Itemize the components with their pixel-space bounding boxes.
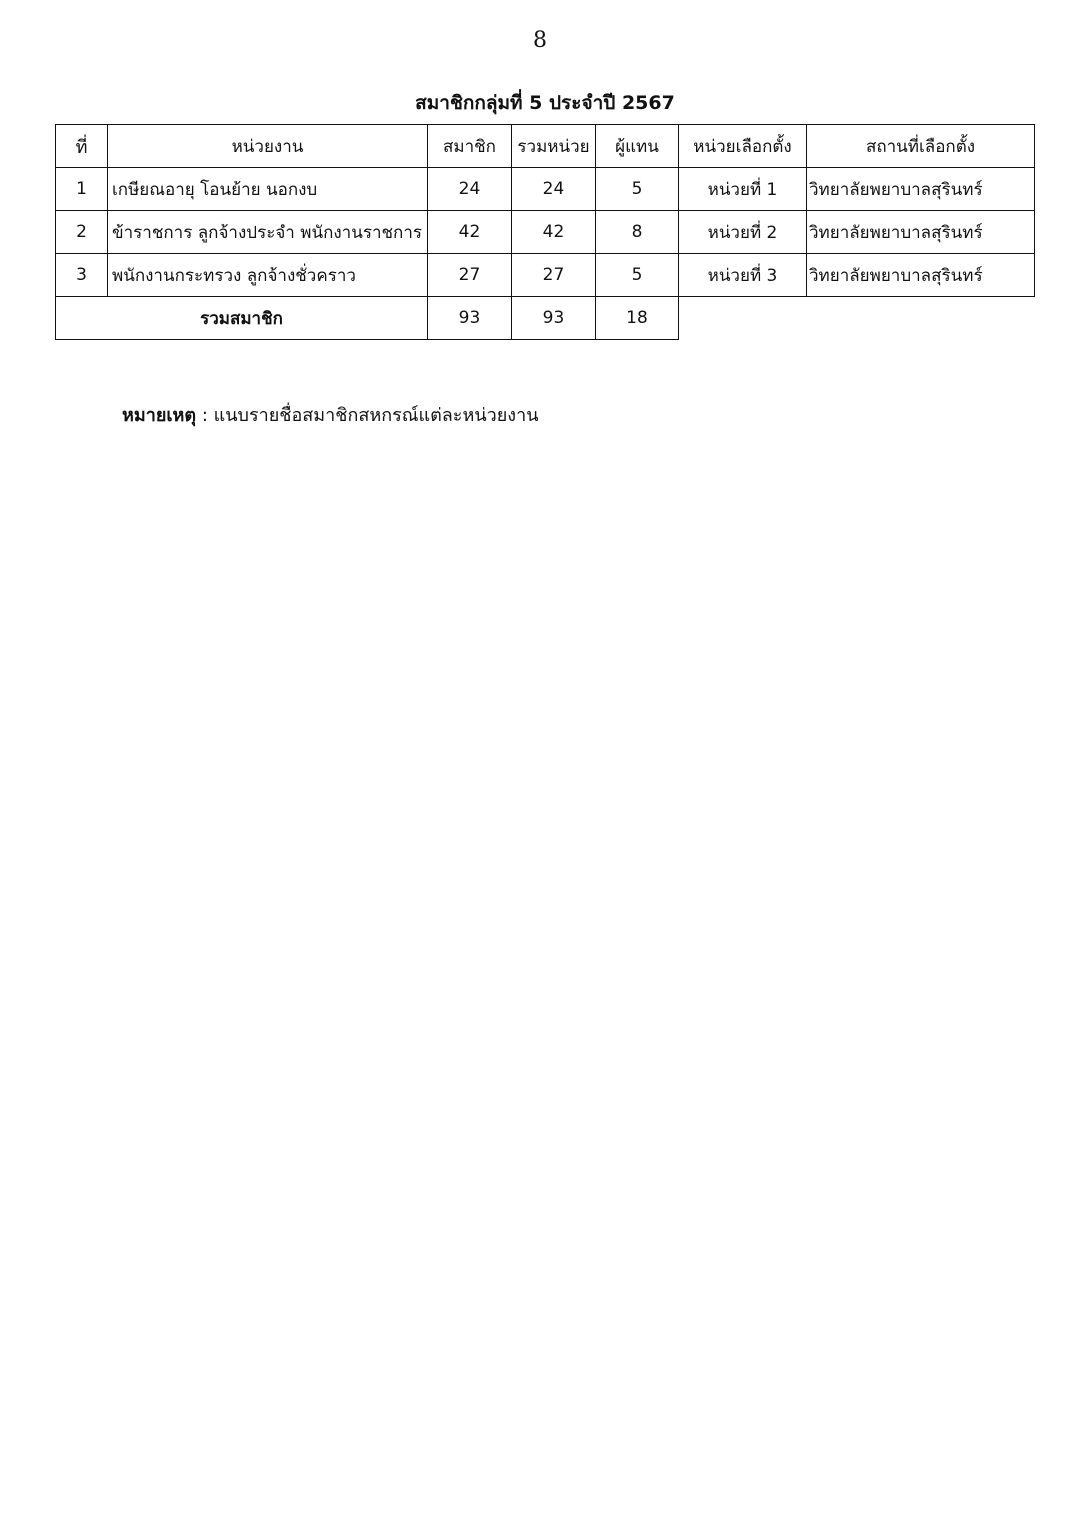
- row-election-place: วิทยาลัยพยาบาลสุรินทร์: [807, 254, 1035, 297]
- row-representatives: 5: [596, 168, 679, 211]
- total-label: รวมสมาชิก: [56, 297, 428, 340]
- row-no: 2: [56, 211, 108, 254]
- row-unit: ข้าราชการ ลูกจ้างประจำ พนักงานราชการ: [108, 211, 428, 254]
- note-label: หมายเหตุ: [122, 405, 197, 426]
- row-no: 1: [56, 168, 108, 211]
- header-unit: หน่วยงาน: [108, 125, 428, 168]
- row-election-unit: หน่วยที่ 3: [679, 254, 807, 297]
- table-row: [56, 211, 1035, 254]
- total-representatives: 18: [596, 297, 679, 340]
- header-members: สมาชิก: [428, 125, 512, 168]
- row-election-unit: หน่วยที่ 1: [679, 168, 807, 211]
- total-units: 93: [512, 297, 596, 340]
- row-members: 27: [428, 254, 512, 297]
- row-total-units: 27: [512, 254, 596, 297]
- members-table: [55, 124, 1035, 340]
- row-no: 3: [56, 254, 108, 297]
- row-election-place: วิทยาลัยพยาบาลสุรินทร์: [807, 211, 1035, 254]
- header-total-units: รวมหน่วย: [512, 125, 596, 168]
- note-separator: :: [196, 405, 214, 426]
- page-number: 8: [533, 28, 547, 53]
- table-row: [56, 254, 1035, 297]
- empty-cell: [807, 297, 1035, 340]
- table-row: [56, 168, 1035, 211]
- header-election-unit: หน่วยเลือกตั้ง: [679, 125, 807, 168]
- row-election-unit: หน่วยที่ 2: [679, 211, 807, 254]
- row-unit: เกษียณอายุ โอนย้าย นอกงบ: [108, 168, 428, 211]
- header-election-place: สถานที่เลือกตั้ง: [807, 125, 1035, 168]
- row-members: 24: [428, 168, 512, 211]
- row-unit: พนักงานกระทรวง ลูกจ้างชั่วคราว: [108, 254, 428, 297]
- row-election-place: วิทยาลัยพยาบาลสุรินทร์: [807, 168, 1035, 211]
- row-representatives: 5: [596, 254, 679, 297]
- row-total-units: 24: [512, 168, 596, 211]
- header-no: ที่: [56, 125, 108, 168]
- table-total-row: [56, 297, 1035, 340]
- row-members: 42: [428, 211, 512, 254]
- empty-cell: [679, 297, 807, 340]
- note: [122, 400, 539, 429]
- note-text: แนบรายชื่อสมาชิกสหกรณ์แต่ละหน่วยงาน: [213, 405, 539, 426]
- table-header-row: [56, 125, 1035, 168]
- document-title: สมาชิกกลุ่มที่ 5 ประจำปี 2567: [415, 92, 675, 114]
- row-total-units: 42: [512, 211, 596, 254]
- header-representatives: ผู้แทน: [596, 125, 679, 168]
- row-representatives: 8: [596, 211, 679, 254]
- total-members: 93: [428, 297, 512, 340]
